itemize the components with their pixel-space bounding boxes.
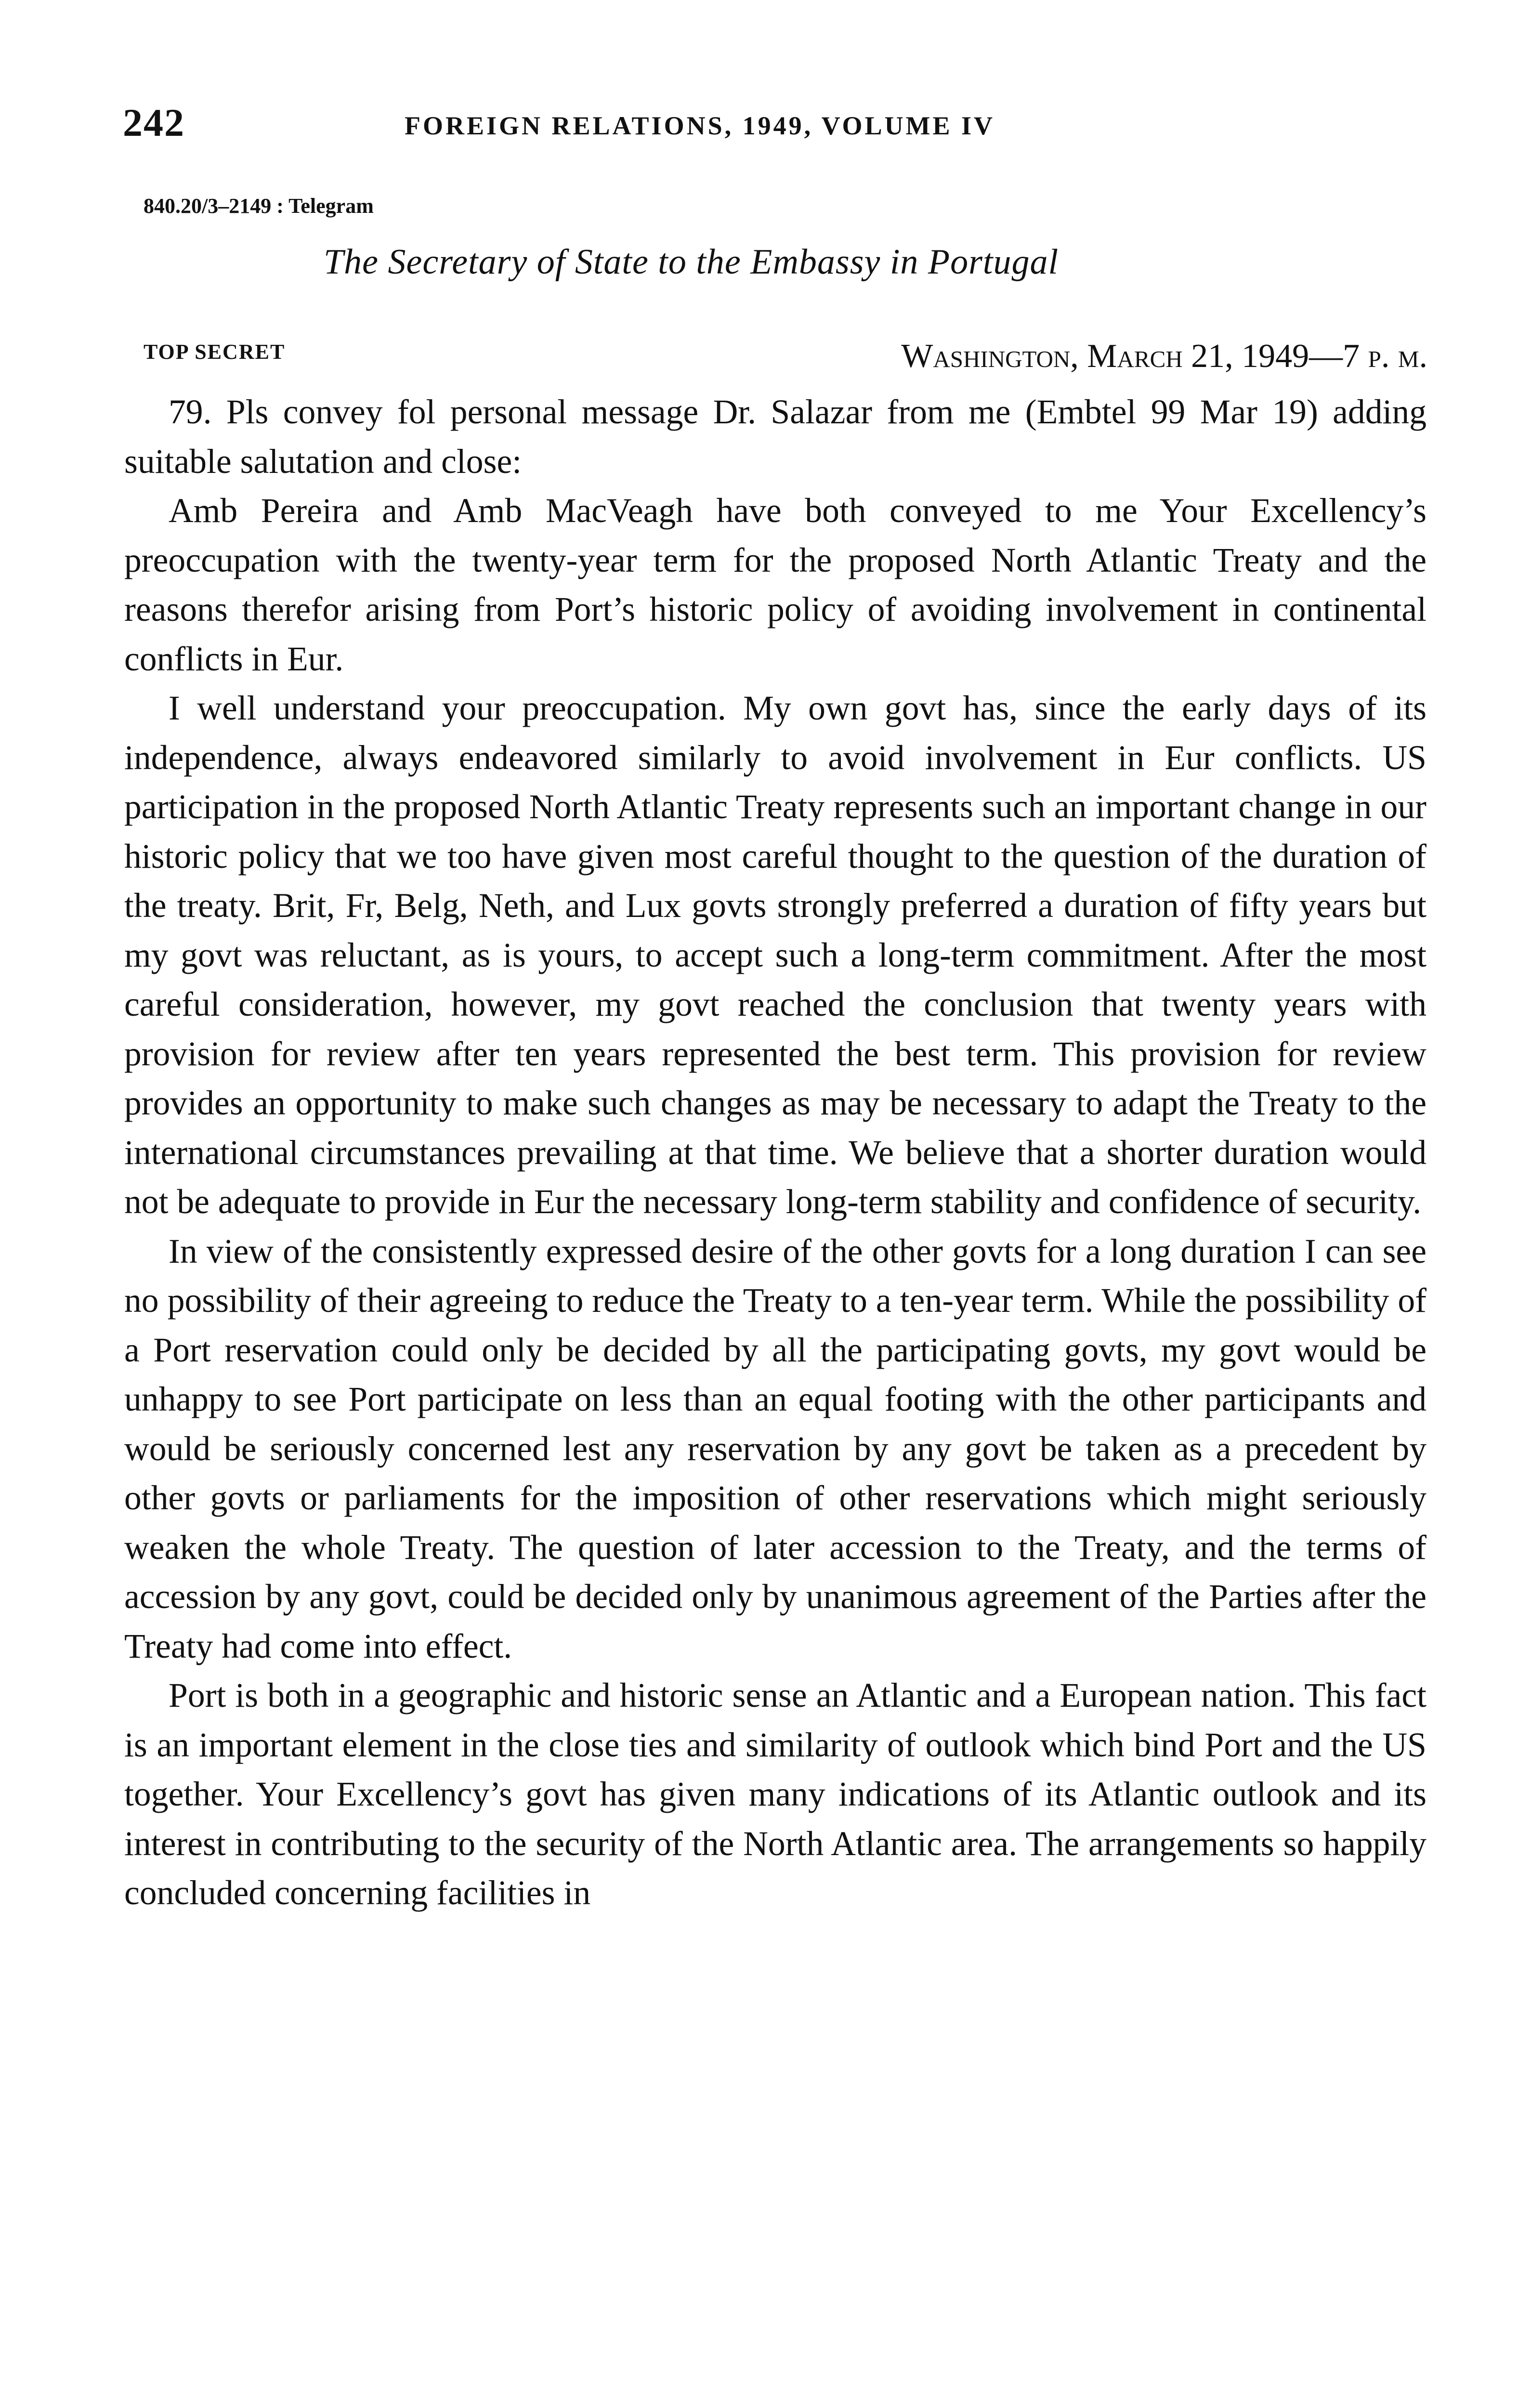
classification-marking: TOP SECRET: [144, 340, 286, 364]
document-title: The Secretary of State to the Embassy in Portugal: [324, 242, 1059, 282]
paragraph-treaty-duration: I well understand your preoccupation. My own govt has, since the early days of its independence, always endeavored similarly to avoid involvement in Eur conflicts. US participation in the proposed North Atlantic Treaty represents such an important change in our historic policy that we too have given most careful thought to the question of the duration of the treaty. Brit, Fr, Belg, Neth, and Lux govts strongly preferred a duration of fifty years but my govt was reluctant, as is yours, to accept such a long-term commitment. After the most careful consideration, however, my govt reached the conclusion that twenty years with provision for review after ten years represented the best term. This provision for review provides an opportunity to make such changes as may be necessary to adapt the Treaty to the international circumstances prevailing at that time. We believe that a shorter duration would not be adequate to provide in Eur the necessary long-term stability and confidence of security.: [124, 689, 1426, 1221]
dateline: Washington, March 21, 1949—7 p. m.: [901, 338, 1427, 375]
paragraph-instruction: 79. Pls convey fol personal message Dr. Salazar from me (Embtel 99 Mar 19) adding suitable salutation and close:: [124, 393, 1426, 481]
paragraph-atlantic-nation: Port is both in a geographic and historic sense an Atlantic and a European nation. This fact is an important element in the close ties and similarity of outlook which bind Port and the US together. Your Excellency’s govt has given many indications of its Atlantic outlook and its interest in contributing to the security of the North Atlantic area. The arrangements so happily concluded concerning facilities in: [124, 1676, 1426, 1912]
paragraph-preoccupation: Amb Pereira and Amb MacVeagh have both conveyed to me Your Excellency’s preoccupation with the twenty-year term for the proposed North Atlantic Treaty and the reasons therefor arising from Port’s historic policy of avoiding involvement in continental conflicts in Eur.: [124, 492, 1426, 678]
telegram-body: [124, 388, 1426, 1918]
paragraph-reservation: In view of the consistently expressed desire of the other govts for a long duration I can see no possibility of their agreeing to reduce the Treaty to a ten-year term. While the possibility of a Port reservation could only be decided by all the participating govts, my govt would be unhappy to see Port participate on less than an equal footing with the other participants and would be seriously concerned lest any reservation by any govt be taken as a precedent by other govts or parliaments for the imposition of other reservations which might seriously weaken the whole Treaty. The question of later accession to the Treaty, and the terms of accession by any govt, could be decided only by unanimous agreement of the Parties after the Treaty had come into effect.: [124, 1232, 1426, 1665]
file-reference: 840.20/3–2149 : Telegram: [144, 194, 374, 218]
page-number: 242: [123, 101, 185, 144]
running-head: [123, 100, 1182, 153]
running-title: FOREIGN RELATIONS, 1949, VOLUME IV: [405, 111, 995, 140]
